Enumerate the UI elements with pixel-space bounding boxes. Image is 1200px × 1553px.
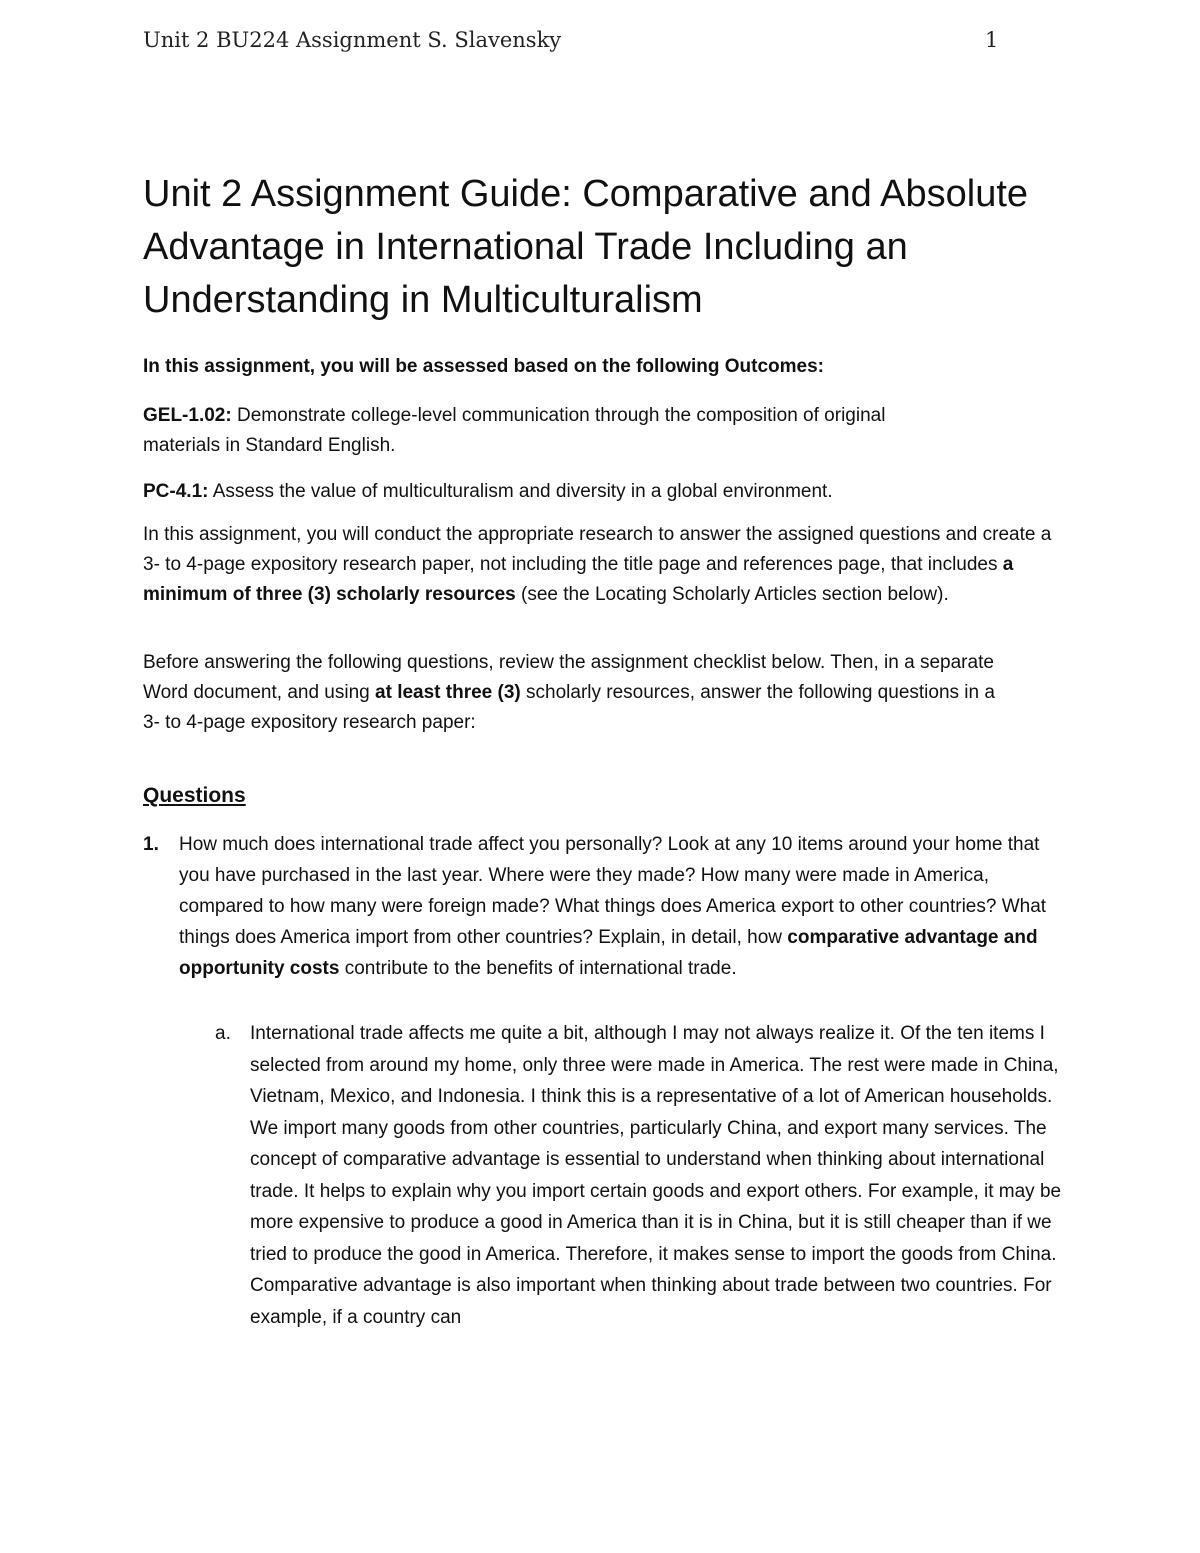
questions-heading: Questions	[143, 784, 246, 807]
page-number: 1	[985, 28, 999, 52]
question-text-start: How much does international trade affect you personally? Look at any 10 items around your home that you have purchased in the last year. Where were they made? How many were made in America, compared to how many were foreign made? What things does America export to other countries? What things does America import from other countries? Explain, in detail, how	[179, 834, 1047, 948]
instructions-text-end: scholarly resources, answer the following questions in a 3- to 4-page expository research paper:	[143, 682, 995, 733]
question-number: 1.	[143, 834, 159, 855]
outcome-pc-code: PC-4.1:	[143, 481, 209, 502]
outcome-gel-text: Demonstrate college-level communication through the composition of original materials in Standard English.	[143, 405, 886, 456]
question-bold: comparative advantage and opportunity costs	[179, 927, 1038, 979]
intro-bold: a minimum of three (3) scholarly resources	[143, 554, 1014, 605]
outcome-pc-text: Assess the value of multiculturalism and diversity in a global environment.	[208, 481, 833, 502]
document-title: Unit 2 Assignment Guide: Comparative and Absolute Advantage in International Trade Including an Understanding in Multiculturalism	[143, 173, 1029, 321]
running-head: Unit 2 BU224 Assignment S. Slavensky	[143, 28, 562, 52]
question-text-end: contribute to the benefits of international trade.	[339, 958, 737, 979]
answer-text: International trade affects me quite a bit, although I may not always realize it. Of the ten items I selected from around my home, only three were made in America. The rest were made in China, Vietnam, Mexico, and Indonesia. I think this is a representative of a lot of American households. We import many goods from other countries, particularly China, and export many services. The concept of comparative advantage is essential to understand when thinking about international trade. It helps to explain why you import certain goods and export others. For example, it may be more expensive to produce a good in America than it is in China, but it is still cheaper than if we tried to produce the good in America. Therefore, it makes sense to import the goods from China. Comparative advantage is also important when thinking about trade between two countries. For example, if a country can	[250, 1023, 1062, 1328]
instructions-text-start: Before answering the following questions, review the assignment checklist below. Then, in a separate Word document, and using	[143, 652, 994, 703]
intro-text-start: In this assignment, you will conduct the appropriate research to answer the assigned questions and create a 3- to 4-page expository research paper, not including the title page and references page, that includes	[143, 524, 1052, 575]
outcome-gel	[143, 401, 943, 461]
outcome-gel-code: GEL-1.02:	[143, 405, 232, 426]
outcome-pc	[143, 477, 1063, 507]
instructions-bold: at least three (3)	[375, 682, 521, 703]
instructions-paragraph	[143, 648, 1003, 738]
intro-text-end: (see the Locating Scholarly Articles section below).	[515, 584, 949, 605]
answer-letter: a.	[215, 1023, 231, 1044]
intro-paragraph	[143, 520, 1063, 610]
outcomes-heading: In this assignment, you will be assessed based on the following Outcomes:	[143, 356, 824, 377]
question-text	[179, 829, 1059, 984]
